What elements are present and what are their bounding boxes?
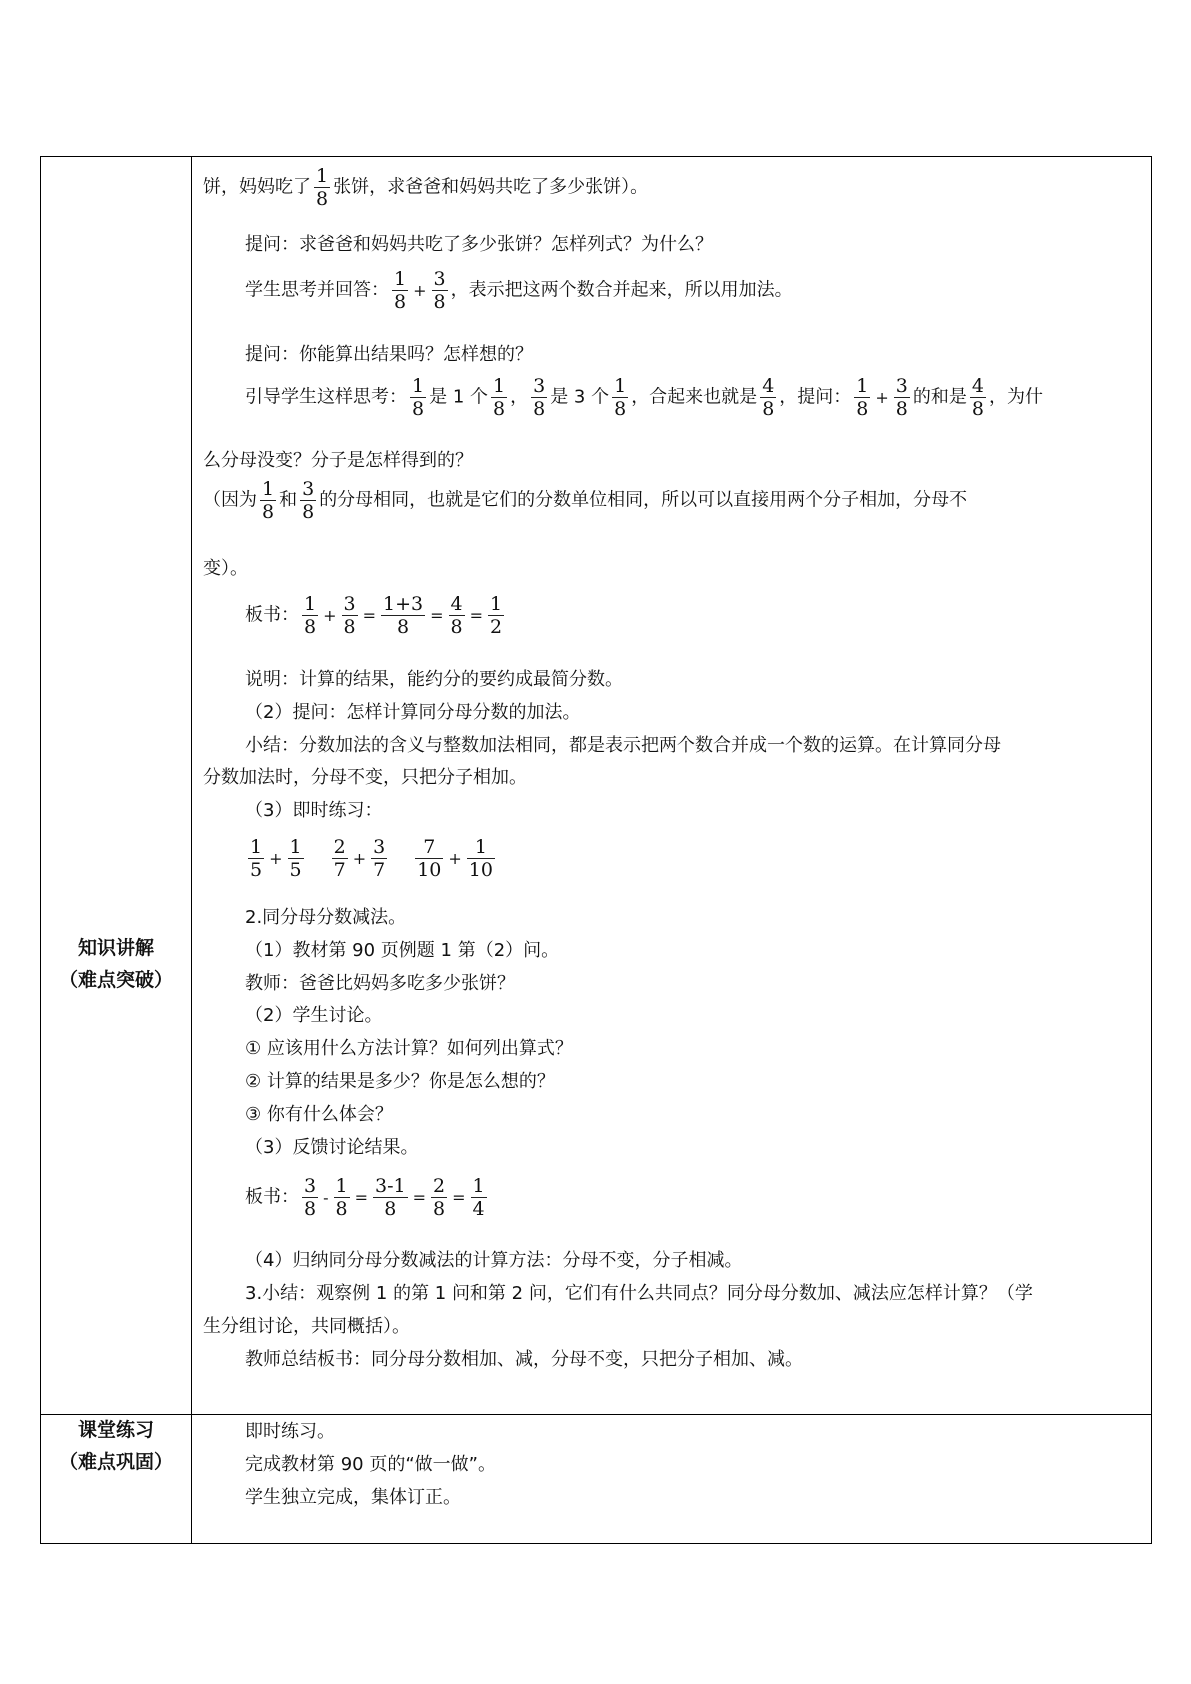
fraction: $\frac{7}{10}$: [417, 836, 442, 881]
text-line: ③ 你有什么体会？: [245, 1104, 393, 1125]
fraction: $\frac{3}{8}$: [304, 1175, 317, 1220]
text-line: 分数加法时，分母不变，只把分子相加。: [203, 767, 527, 788]
math-operator: =: [452, 1187, 466, 1207]
text-line: （3）即时练习：: [245, 800, 383, 821]
practice-line: 学生独立完成，集体订正。: [245, 1487, 461, 1508]
practice-line: 完成教材第 90 页的“做一做”。: [245, 1454, 496, 1475]
fraction: $\frac{1}{8}$: [335, 1175, 348, 1220]
fraction: $\frac{1}{8}$: [394, 268, 407, 313]
math-operator: -: [323, 1187, 329, 1207]
fraction: $\frac{1+3}{8}$: [383, 593, 424, 638]
fraction: $\frac{1}{2}$: [490, 593, 503, 638]
row-label-practice-sub: （难点巩固）: [58, 1451, 173, 1473]
row-label-knowledge-sub: （难点突破）: [58, 969, 173, 991]
text-line: ② 计算的结果是多少？你是怎么想的？: [245, 1071, 555, 1092]
math-operator: +: [875, 387, 889, 407]
row-divider: [40, 1414, 1152, 1415]
board-addition: 板书： $\frac{1}{8}$ + $\frac{3}{8}$ = $\frac{1+3}{8}$ = $\frac{4}{8}$ = $\frac{1}{2}$: [245, 593, 503, 638]
math-operator: =: [362, 605, 376, 625]
fraction: $\frac{3}{8}$: [895, 375, 908, 420]
fraction: $\frac{1}{8}$: [304, 593, 317, 638]
text-line: （2）提问：怎样计算同分母分数的加法。: [245, 702, 581, 723]
fraction: $\frac{2}{8}$: [433, 1175, 446, 1220]
math-operator: =: [430, 605, 444, 625]
fraction: $\frac{3}{8}$: [302, 478, 315, 523]
text-line: 变）。: [203, 558, 248, 579]
fraction: $\frac{1}{4}$: [472, 1175, 485, 1220]
fraction: $\frac{1}{5}$: [289, 836, 302, 881]
fraction: $\frac{4}{8}$: [971, 375, 984, 420]
fraction: $\frac{3}{8}$: [343, 593, 356, 638]
text-line: ① 应该用什么方法计算？如何列出算式？: [245, 1038, 573, 1059]
text-line: 3.小结：观察例 1 的第 1 问和第 2 问，它们有什么共同点？同分母分数加、减法应怎样计算？（学: [245, 1283, 1033, 1304]
fraction: $\frac{1}{8}$: [262, 478, 275, 523]
column-divider: [191, 156, 192, 1544]
text-line: （3）反馈讨论结果。: [245, 1137, 419, 1158]
fraction: $\frac{1}{10}$: [468, 836, 493, 881]
fraction: $\frac{1}{8}$: [493, 375, 506, 420]
math-operator: +: [323, 605, 337, 625]
text-line: 么分母没变？分子是怎样得到的？: [203, 450, 473, 471]
math-operator: =: [469, 605, 484, 625]
fraction: $\frac{1}{8}$: [614, 375, 627, 420]
fraction: $\frac{1}{8}$: [412, 375, 425, 420]
fraction: $\frac{2}{7}$: [333, 836, 346, 881]
row-label-practice: [40, 1414, 192, 1478]
practice-fractions: [245, 836, 1185, 881]
math-operator: =: [412, 1187, 427, 1207]
math-operator: +: [352, 848, 367, 868]
text-line: 教师：爸爸比妈妈多吃多少张饼？: [245, 973, 515, 994]
board-subtraction: 板书： $\frac{3}{8}$ - $\frac{1}{8}$ = $\frac{3-1}{8}$ = $\frac{2}{8}$ = $\frac{1}{4}$: [245, 1175, 485, 1220]
fraction: $\frac{4}{8}$: [762, 375, 775, 420]
fraction: $\frac{1}{8}$: [856, 375, 869, 420]
fraction: $\frac{1}{5}$: [250, 836, 263, 881]
text-line: 说明：计算的结果，能约分的要约成最简分数。: [245, 669, 623, 690]
fraction: $\frac{3-1}{8}$: [375, 1175, 406, 1220]
text-line: 学生思考并回答： $\frac{1}{8}$ + $\frac{3}{8}$ ，表示把这两个数合并起来，所以用加法。: [245, 268, 793, 313]
math-operator: +: [448, 848, 462, 868]
fraction: $\frac{1}{8}$: [316, 165, 329, 210]
row-label-knowledge-title: 知识讲解: [77, 937, 154, 959]
text-line: 饼，妈妈吃了 $\frac{1}{8}$ 张饼，求爸爸和妈妈共吃了多少张饼）。: [203, 165, 649, 210]
fraction: $\frac{3}{8}$: [533, 375, 546, 420]
practice-line: 即时练习。: [245, 1421, 335, 1442]
text-line: 小结：分数加法的含义与整数加法相同，都是表示把两个数合并成一个数的运算。在计算同分母: [245, 735, 1001, 756]
text-line: 提问：求爸爸和妈妈共吃了多少张饼？怎样列式？为什么？: [245, 234, 713, 255]
text-line: 教师总结板书：同分母分数相加、减，分母不变，只把分子相加、减。: [245, 1349, 803, 1370]
math-operator: =: [354, 1187, 368, 1207]
text-line: 引导学生这样思考： $\frac{1}{8}$ 是 1 个 $\frac{1}{8}$ ， $\frac{3}{8}$ 是 3 个 $\frac{1}{8}$ ，合起来也就是 $\frac{4}{8}$ ，提问： $\frac{1}{8}$ + $\frac{3}{8}$ 的和是 $\frac{4}{8}$ ，为什: [245, 375, 1043, 420]
row-label-practice-title: 课堂练习: [77, 1419, 154, 1441]
text-line: 2.同分母分数减法。: [245, 907, 407, 928]
math-operator: +: [269, 848, 283, 868]
text-line: 生分组讨论，共同概括）。: [203, 1316, 410, 1337]
fraction: $\frac{4}{8}$: [450, 593, 463, 638]
row-label-knowledge: [40, 932, 192, 996]
math-operator: +: [413, 280, 427, 300]
text-line: （因为 $\frac{1}{8}$ 和 $\frac{3}{8}$ 的分母相同，也就是它们的分数单位相同，所以可以直接用两个分子相加，分母不: [203, 478, 968, 523]
text-line: 提问：你能算出结果吗？怎样想的？: [245, 344, 533, 365]
fraction: $\frac{3}{7}$: [373, 836, 386, 881]
fraction: $\frac{3}{8}$: [433, 268, 446, 313]
text-line: （2）学生讨论。: [245, 1005, 383, 1026]
text-line: （1）教材第 90 页例题 1 第（2）问。: [245, 940, 560, 961]
text-line: （4）归纳同分母分数减法的计算方法：分母不变，分子相减。: [245, 1250, 743, 1271]
